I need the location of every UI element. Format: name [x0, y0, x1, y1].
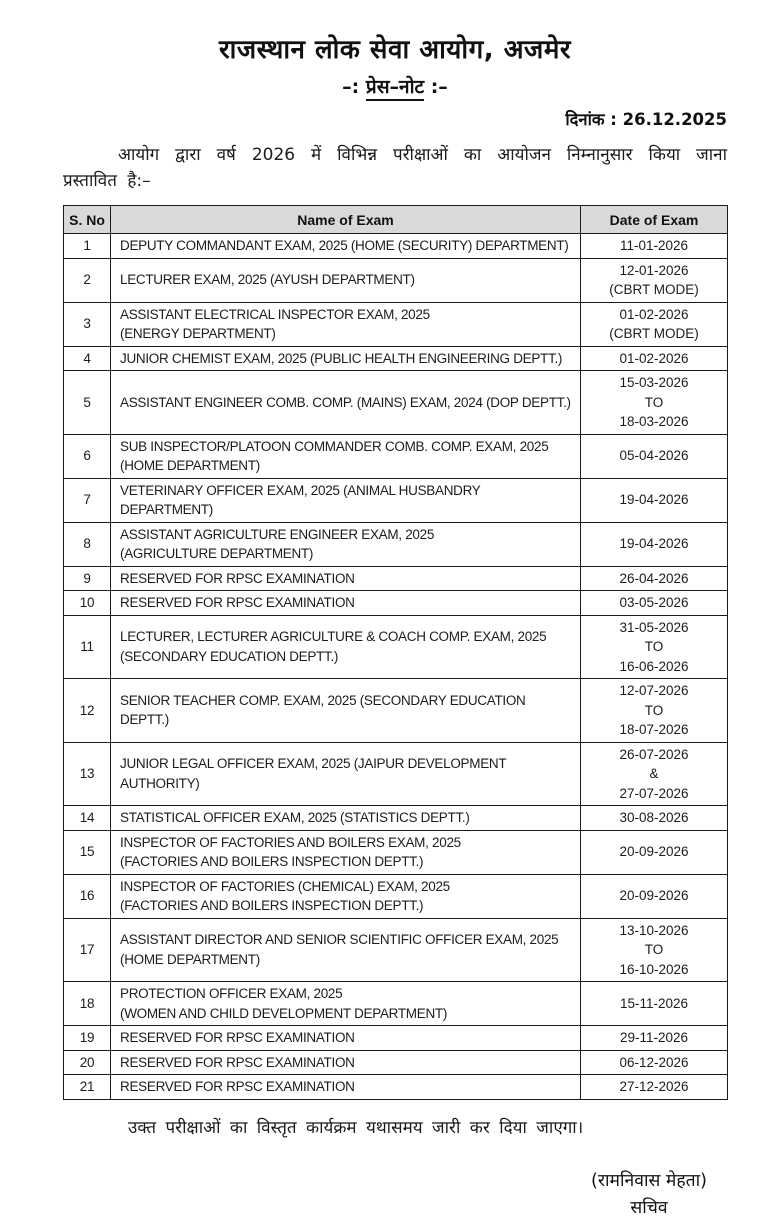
table-row	[64, 566, 728, 591]
exam-sno: 15	[64, 830, 111, 874]
exam-date: 27-12-2026	[581, 1075, 728, 1100]
exam-name: JUNIOR CHEMIST EXAM, 2025 (PUBLIC HEALTH ENGINEERING DEPTT.)	[111, 346, 581, 371]
press-note-heading	[63, 73, 727, 99]
exam-schedule-table	[63, 205, 728, 1100]
table-row	[64, 478, 728, 522]
date-line: दिनांक : 26.12.2025	[565, 110, 727, 129]
exam-name: LECTURER, LECTURER AGRICULTURE & COACH COMP. EXAM, 2025 (SECONDARY EDUCATION DEPTT.)	[111, 615, 581, 679]
exam-sno: 14	[64, 806, 111, 831]
table-row	[64, 371, 728, 435]
exam-name: ASSISTANT DIRECTOR AND SENIOR SCIENTIFIC OFFICER EXAM, 2025 (HOME DEPARTMENT)	[111, 918, 581, 982]
exam-date: 31-05-2026 TO 16-06-2026	[581, 615, 728, 679]
table-row	[64, 679, 728, 743]
exam-sno: 5	[64, 371, 111, 435]
col-header-date: Date of Exam	[581, 206, 728, 234]
exam-date: 15-03-2026 TO 18-03-2026	[581, 371, 728, 435]
exam-name: PROTECTION OFFICER EXAM, 2025 (WOMEN AND CHILD DEVELOPMENT DEPARTMENT)	[111, 982, 581, 1026]
exam-name: RESERVED FOR RPSC EXAMINATION	[111, 1026, 581, 1051]
exam-date: 30-08-2026	[581, 806, 728, 831]
exam-sno: 19	[64, 1026, 111, 1051]
press-note-heading-prefix: –:	[342, 76, 366, 98]
table-row	[64, 615, 728, 679]
exam-date: 11-01-2026	[581, 234, 728, 259]
exam-date: 12-07-2026 TO 18-07-2026	[581, 679, 728, 743]
exam-sno: 10	[64, 591, 111, 616]
exam-date: 05-04-2026	[581, 434, 728, 478]
signatory-title: सचिव	[630, 1197, 668, 1218]
table-row	[64, 522, 728, 566]
exam-sno: 1	[64, 234, 111, 259]
table-row	[64, 234, 728, 259]
exam-date: 20-09-2026	[581, 874, 728, 918]
table-row	[64, 302, 728, 346]
signature-block	[591, 1168, 707, 1222]
exam-date: 29-11-2026	[581, 1026, 728, 1051]
table-row	[64, 346, 728, 371]
exam-date: 20-09-2026	[581, 830, 728, 874]
exam-sno: 4	[64, 346, 111, 371]
page-title: राजस्थान लोक सेवा आयोग, अजमेर	[218, 35, 572, 65]
table-row	[64, 742, 728, 806]
signatory-name: (रामनिवास मेहता)	[591, 1170, 707, 1191]
exam-name: ASSISTANT AGRICULTURE ENGINEER EXAM, 2025 (AGRICULTURE DEPARTMENT)	[111, 522, 581, 566]
table-row	[64, 258, 728, 302]
table-row	[64, 1050, 728, 1075]
table-row	[64, 1026, 728, 1051]
table-header-row	[64, 206, 728, 234]
exam-sno: 6	[64, 434, 111, 478]
table-row	[64, 591, 728, 616]
exam-sno: 17	[64, 918, 111, 982]
exam-name: VETERINARY OFFICER EXAM, 2025 (ANIMAL HUSBANDRY DEPARTMENT)	[111, 478, 581, 522]
exam-sno: 3	[64, 302, 111, 346]
exam-sno: 13	[64, 742, 111, 806]
exam-date: 01-02-2026	[581, 346, 728, 371]
press-note-heading-suffix: :–	[424, 76, 448, 98]
col-header-sno: S. No	[64, 206, 111, 234]
table-row	[64, 806, 728, 831]
table-row	[64, 1075, 728, 1100]
exam-date: 01-02-2026 (CBRT MODE)	[581, 302, 728, 346]
col-header-name: Name of Exam	[111, 206, 581, 234]
exam-name: RESERVED FOR RPSC EXAMINATION	[111, 591, 581, 616]
exam-sno: 21	[64, 1075, 111, 1100]
exam-name: RESERVED FOR RPSC EXAMINATION	[111, 566, 581, 591]
table-row	[64, 918, 728, 982]
exam-name: JUNIOR LEGAL OFFICER EXAM, 2025 (JAIPUR DEVELOPMENT AUTHORITY)	[111, 742, 581, 806]
exam-name: SENIOR TEACHER COMP. EXAM, 2025 (SECONDARY EDUCATION DEPTT.)	[111, 679, 581, 743]
footer-note: उक्त परीक्षाओं का विस्तृत कार्यक्रम यथासमय जारी कर दिया जाएगा।	[128, 1117, 584, 1138]
exam-name: ASSISTANT ELECTRICAL INSPECTOR EXAM, 2025 (ENERGY DEPARTMENT)	[111, 302, 581, 346]
exam-name: SUB INSPECTOR/PLATOON COMMANDER COMB. COMP. EXAM, 2025 (HOME DEPARTMENT)	[111, 434, 581, 478]
table-row	[64, 434, 728, 478]
exam-name: RESERVED FOR RPSC EXAMINATION	[111, 1050, 581, 1075]
exam-name: RESERVED FOR RPSC EXAMINATION	[111, 1075, 581, 1100]
exam-sno: 8	[64, 522, 111, 566]
intro-paragraph: आयोग द्वारा वर्ष 2026 में विभिन्न परीक्षाओं का आयोजन निम्नानुसार किया जाना प्रस्तावित है:–	[63, 145, 727, 191]
exam-sno: 9	[64, 566, 111, 591]
exam-date: 03-05-2026	[581, 591, 728, 616]
exam-date: 06-12-2026	[581, 1050, 728, 1075]
table-row	[64, 874, 728, 918]
exam-date: 19-04-2026	[581, 478, 728, 522]
exam-name: STATISTICAL OFFICER EXAM, 2025 (STATISTICS DEPTT.)	[111, 806, 581, 831]
exam-sno: 18	[64, 982, 111, 1026]
exam-date: 19-04-2026	[581, 522, 728, 566]
exam-date: 12-01-2026 (CBRT MODE)	[581, 258, 728, 302]
exam-name: LECTURER EXAM, 2025 (AYUSH DEPARTMENT)	[111, 258, 581, 302]
press-note-heading-word: प्रेस–नोट	[366, 76, 424, 101]
exam-date: 26-04-2026	[581, 566, 728, 591]
exam-sno: 16	[64, 874, 111, 918]
table-row	[64, 830, 728, 874]
exam-name: ASSISTANT ENGINEER COMB. COMP. (MAINS) EXAM, 2024 (DOP DEPTT.)	[111, 371, 581, 435]
exam-date: 15-11-2026	[581, 982, 728, 1026]
exam-sno: 20	[64, 1050, 111, 1075]
exam-date: 13-10-2026 TO 16-10-2026	[581, 918, 728, 982]
exam-name: INSPECTOR OF FACTORIES AND BOILERS EXAM, 2025 (FACTORIES AND BOILERS INSPECTION DEPTT.)	[111, 830, 581, 874]
exam-sno: 2	[64, 258, 111, 302]
exam-name: INSPECTOR OF FACTORIES (CHEMICAL) EXAM, 2025 (FACTORIES AND BOILERS INSPECTION DEPTT.)	[111, 874, 581, 918]
exam-sno: 12	[64, 679, 111, 743]
exam-date: 26-07-2026 & 27-07-2026	[581, 742, 728, 806]
table-row	[64, 982, 728, 1026]
exam-name: DEPUTY COMMANDANT EXAM, 2025 (HOME (SECURITY) DEPARTMENT)	[111, 234, 581, 259]
exam-sno: 11	[64, 615, 111, 679]
exam-sno: 7	[64, 478, 111, 522]
